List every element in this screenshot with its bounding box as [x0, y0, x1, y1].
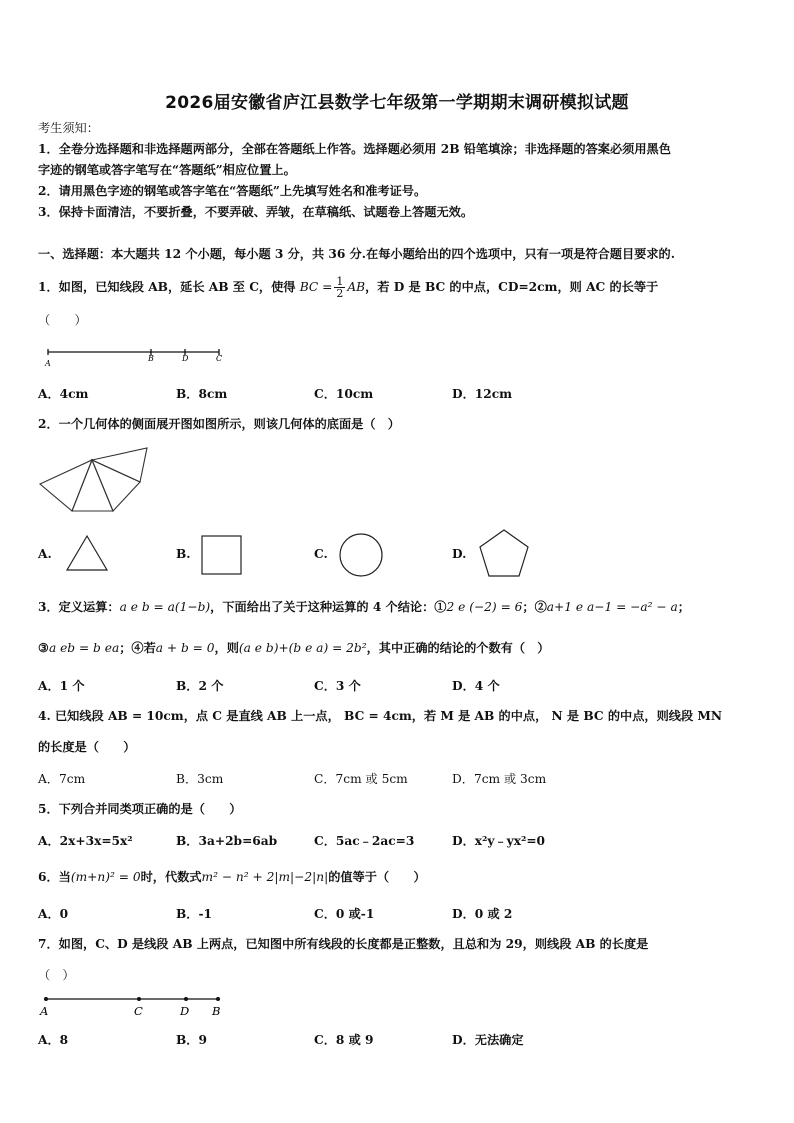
q5-option-d[interactable]: D．x²y﹣yx²=0	[452, 834, 546, 848]
q3-conclusion-3: a eb = b ea	[48, 641, 120, 655]
q7-dot-d	[184, 997, 188, 1001]
q5-stem: 5．下列合并同类项正确的是（ ）	[38, 802, 242, 816]
q3-condition: a + b = 0	[155, 641, 215, 655]
q1-option-b[interactable]: B．8cm	[176, 387, 228, 401]
q6-option-d[interactable]: D．0 或 2	[452, 907, 513, 921]
q3-definition: a e b = a(1−b)	[119, 600, 211, 614]
q1-point-d: D	[182, 354, 189, 363]
q1-point-c: C	[216, 354, 223, 363]
q6-option-b[interactable]: B．-1	[176, 907, 213, 921]
notice-item-1a: 1．全卷分选择题和非选择题两部分，全部在答题纸上作答。选择题必须用 2B 铅笔填涂；非选择题的答案必须用黑色	[38, 142, 671, 156]
q4-line-1: 4. 已知线段 AB = 10cm，点 C 是直线 AB 上一点， BC = 4cm，若 M 是 AB 的中点， N 是 BC 的中点，则线段 MN	[38, 709, 723, 723]
q1-option-d[interactable]: D．12cm	[452, 387, 513, 401]
q7-point-c: C	[134, 1004, 143, 1018]
q7-bracket: （ ）	[38, 968, 75, 982]
notice-heading: 考生须知：	[38, 121, 99, 135]
q4-option-a[interactable]: A．7cm	[38, 772, 86, 786]
q2-option-c-label[interactable]: C.	[314, 547, 328, 561]
q6-pre: 6．当	[38, 870, 71, 884]
section-heading: 一、选择题：本大题共 12 个小题，每小题 3 分，共 36 分.在每小题给出的四个选项中，只有一项是符合题目要求的.	[38, 247, 675, 261]
q6-post: 的值等于（ ）	[328, 870, 426, 884]
q6-expression: m² − n² + 2|m|−2|n|	[201, 870, 329, 884]
page-title: 2026届安徽省庐江县数学七年级第一学期期末调研模拟试题	[165, 93, 629, 113]
q3-pre: 3．定义运算：	[38, 600, 120, 614]
q1-option-a[interactable]: A．4cm	[38, 387, 89, 401]
q7-option-b[interactable]: B．9	[176, 1033, 207, 1047]
q7-option-d[interactable]: D．无法确定	[452, 1033, 524, 1047]
q7-point-b: B	[212, 1004, 221, 1018]
q3-c3-prefix: ③	[38, 641, 49, 655]
q3-then: ，则	[214, 641, 239, 655]
q7-point-a: A	[40, 1004, 49, 1018]
q6-condition: (m+n)² = 0	[70, 870, 141, 884]
q2-option-d-label[interactable]: D.	[452, 547, 467, 561]
q1-point-b: B	[148, 354, 154, 363]
q3-end-2: ，其中正确的结论的个数有（ ）	[366, 641, 550, 655]
q2-option-a-label[interactable]: A.	[38, 547, 52, 561]
q4-option-b[interactable]: B．3cm	[176, 772, 224, 786]
q1-formula-rhs: AB	[347, 280, 366, 294]
q5-option-a[interactable]: A．2x+3x=5x²	[38, 834, 133, 848]
q3-conclusion-2: a+1 e a−1 = −a² − a	[546, 600, 678, 614]
q4-line-2: 的长度是（ ）	[38, 740, 136, 754]
q5-option-b[interactable]: B．3a+2b=6ab	[176, 834, 278, 848]
q6-option-c[interactable]: C．0 或-1	[314, 907, 375, 921]
q6-option-a[interactable]: A．0	[38, 907, 69, 921]
q4-option-d[interactable]: D．7cm 或 3cm	[452, 772, 547, 786]
notice-item-1b: 字迹的钢笔或答字笔写在“答题纸”相应位置上。	[38, 163, 296, 177]
q1-post: ，若 D 是 BC 的中点，CD=2cm，则 AC 的长等于	[365, 280, 659, 294]
q5-option-c[interactable]: C．5ac﹣2ac=3	[314, 834, 415, 848]
q3-option-a[interactable]: A．1 个	[38, 679, 85, 693]
q7-dot-b	[216, 997, 220, 1001]
q1-frac-num: 1	[336, 275, 344, 288]
q7-dot-c	[137, 997, 141, 1001]
q1-pre: 1．如图，已知线段 AB，延长 AB 至 C，使得	[38, 280, 296, 294]
q7-option-a[interactable]: A．8	[38, 1033, 69, 1047]
notice-item-3: 3．保持卡面清洁，不要折叠，不要弄破、弄皱，在草稿纸、试题卷上答题无效。	[38, 205, 474, 219]
q3-option-d[interactable]: D．4 个	[452, 679, 500, 693]
q3-option-c[interactable]: C．3 个	[314, 679, 361, 693]
q7-point-d: D	[180, 1004, 190, 1018]
q1-frac-den: 2	[336, 287, 344, 300]
q1-bracket: （ ）	[38, 313, 87, 327]
q3-mid: ，下面给出了关于这种运算的 4 个结论：①	[210, 600, 447, 614]
q3-option-b[interactable]: B．2 个	[176, 679, 224, 693]
q1-option-c[interactable]: C．10cm	[314, 387, 374, 401]
q1-formula-lhs: BC =	[299, 280, 333, 294]
q3-mid-2: ；④若	[119, 641, 156, 655]
q3-conclusion-1: 2 e (−2) = 6	[446, 600, 523, 614]
notice-item-2: 2．请用黑色字迹的钢笔或答字笔在“答题纸”上先填写姓名和准考证号。	[38, 184, 427, 198]
q2-option-b-label[interactable]: B.	[176, 547, 191, 561]
q7-line-1: 7．如图，C、D 是线段 AB 上两点，已知图中所有线段的长度都是正整数，且总和为 29，则线段 AB 的长度是	[38, 937, 649, 951]
q3-conclusion-4: (a e b)+(b e a) = 2b²	[238, 641, 367, 655]
q4-option-c[interactable]: C．7cm 或 5cm	[314, 772, 408, 786]
q1-point-a: A	[45, 359, 51, 368]
q3-sep: ；②	[522, 600, 547, 614]
q2-stem: 2．一个几何体的侧面展开图如图所示，则该几何体的底面是（ ）	[38, 417, 400, 431]
q7-dot-a	[44, 997, 48, 1001]
q7-option-c[interactable]: C．8 或 9	[314, 1033, 374, 1047]
q3-end-1: ；	[677, 600, 690, 614]
q6-mid: 时，代数式	[140, 870, 202, 884]
